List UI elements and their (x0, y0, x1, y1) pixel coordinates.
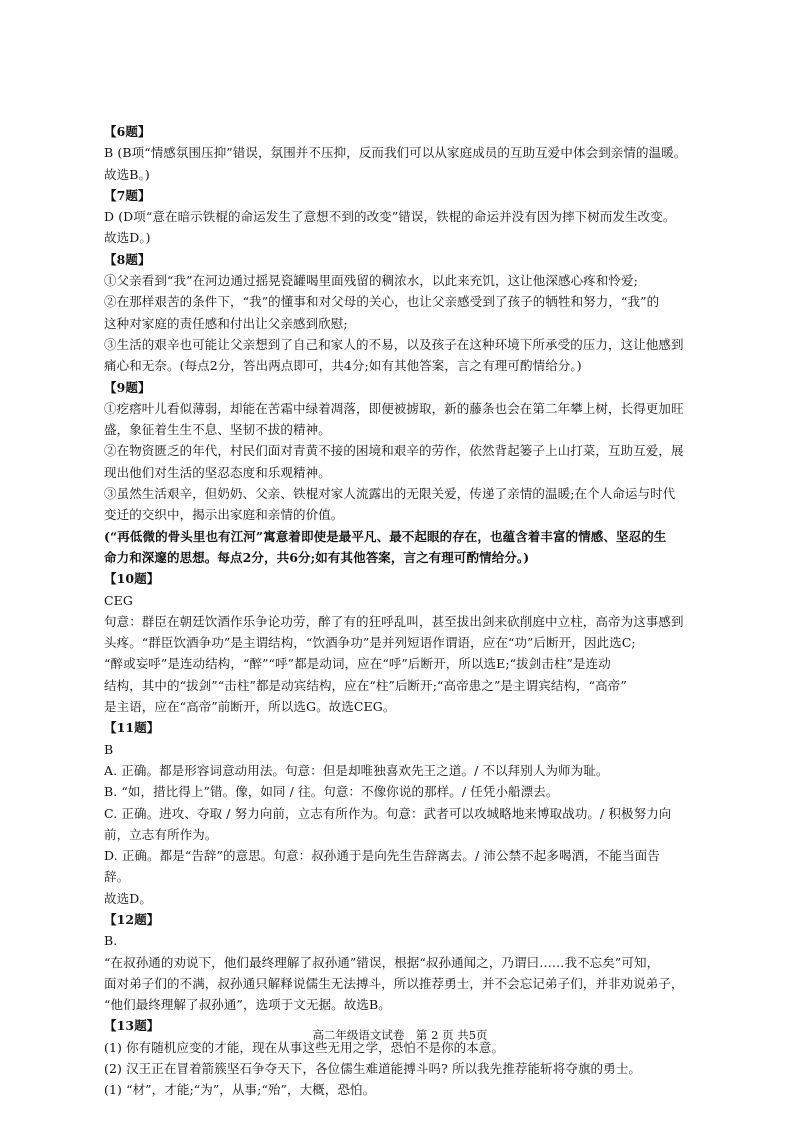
answer-content (104, 121, 700, 1101)
text-line: 故选D。 (104, 890, 152, 906)
question-heading: 【6题】 (104, 124, 151, 139)
text-line: C. 正确。进攻、夺取 / 努力向前，立志有所作为。句意：武者可以攻城略地来博取战功。/ 积极努力向 (104, 805, 672, 821)
text-line: B (B项“情感氛围压抑”错误，氛围并不压抑，反而我们可以从家庭成员的互助互爱中体会到亲情的温暖。 (104, 145, 687, 161)
text-line: (“再低微的骨头里也有江河”寓意着即使是最平凡、最不起眼的存在，也蕴含着丰富的情感、坚忍的生 (104, 528, 667, 544)
question-heading: 【13题】 (104, 1018, 160, 1034)
text-line: B. (104, 933, 118, 949)
page-footer: 高二年级语文试卷 第 2 页 共5页 (312, 1028, 488, 1042)
text-line: 变迁的交织中，揭示出家庭和亲情的价值。 (104, 507, 344, 523)
text-line: ①疙瘩叶儿看似薄弱，却能在苦霜中绿着凋落，即便被掳取，新的藤条也会在第二年攀上树，长得更加旺 (104, 400, 684, 416)
question-heading: 【9题】 (104, 379, 151, 395)
text-line: 现出他们对生活的坚忍态度和乐观精神。 (104, 464, 331, 480)
text-line: D. 正确。都是“告辞”的意思。句意：叔孙通于是向先生告辞离去。/ 沛公禁不起多喝酒，不能当面告 (104, 848, 660, 864)
text-line: 面对弟子们的不满，叔孙通只解释说儒生无法搏斗，所以推荐勇士，并不会忘记弟子们，并非劝说弟子， (104, 975, 684, 991)
text-line: 结构，其中的“拔剑”“击柱”都是动宾结构，应在“柱”后断开;“高帝患之”是主谓宾结构，“高帝” (104, 677, 627, 693)
text-line: 痛心和无奈。(每点2分，答出两点即可，共4分;如有其他答案，言之有理可酌情给分。) (104, 358, 582, 374)
text-line: A. 正确。都是形容词意动用法。句意：但是却唯独喜欢先王之道。/ 不以拜别人为师为耻。 (104, 762, 609, 778)
text-line: ②在物资匮乏的年代，村民们面对青黄不接的困境和艰辛的劳作，依然背起篓子上山打菜，互助互爱，展 (104, 443, 684, 459)
text-line: “他们最终理解了叔孙通”，选项于文无据。故选B。 (104, 997, 391, 1013)
text-line: (2) 汉王正在冒着箭簇坚石争夺天下，各位儒生难道能搏斗吗? 所以我先推荐能斩将夺旗的勇士。 (104, 1061, 641, 1077)
text-line: 是主语，应在“高帝”前断开，所以选G。故选CEG。 (104, 699, 396, 715)
question-heading: 【7题】 (104, 187, 151, 203)
text-line: 句意：群臣在朝廷饮酒作乐争论功劳，醉了有的狂呼乱叫，甚至拔出剑来砍削庭中立柱，高帝为这事感到 (104, 613, 684, 629)
text-line: 辞。 (104, 869, 130, 885)
text-line: “醉或妄呼”是连动结构，“醉”“呼”都是动词，应在“呼”后断开，所以选E;“拔剑击柱”是连动 (104, 656, 611, 672)
text-line: ③生活的艰辛也可能让父亲想到了自己和家人的不易，以及孩子在这种环境下所承受的压力，这让他感到 (104, 336, 684, 352)
text-line: (1) 你有随机应变的才能，现在从事这些无用之学，恐怕不是你的本意。 (104, 1039, 505, 1055)
question-heading: 【12题】 (104, 911, 160, 927)
text-line: ①父亲看到“我”在河边通过摇晃瓷罐喝里面残留的稠浓水，以此来充饥，这让他深感心疼和怜爱; (104, 273, 638, 289)
text-line: CEG (104, 592, 133, 608)
question-heading: 【8题】 (104, 251, 151, 267)
text-line: 故选B。) (104, 166, 150, 182)
text-line: 前，立志有所作为。 (104, 826, 218, 842)
text-line: ②在那样艰苦的条件下，“我”的懂事和对父母的关心，也让父亲感受到了孩子的牺牲和努力，“我”的 (104, 294, 660, 310)
text-line: B. “如，措比得上”错。像，如同 / 往。句意：不像你说的那样。/ 任凭小船漂去。 (104, 784, 559, 800)
text-line: “在叔孙通的劝说下，他们最终理解了叔孙通”错误，根据“叔孙通闻之，乃谓曰……我不忘矣”可知， (104, 954, 660, 970)
question-heading: 【10题】 (104, 571, 160, 587)
question-heading: 【11题】 (104, 720, 160, 736)
text-line: 盛，象征着生生不息、坚韧不拔的精神。 (104, 422, 331, 438)
text-line: 这种对家庭的责任感和付出让父亲感到欣慰; (104, 315, 348, 331)
text-line: 命力和深邃的思想。每点2分，共6分;如有其他答案，言之有理可酌情给分。) (104, 549, 530, 565)
text-line: D (D项“意在暗示铁棍的命运发生了意想不到的改变”错误，铁棍的命运并没有因为摔下树而发生改变。 (104, 209, 676, 225)
text-line: B (104, 741, 114, 757)
text-line: ③虽然生活艰辛，但奶奶、父亲、铁棍对家人流露出的无限关爱，传递了亲情的温暖;在个人命运与时代 (104, 486, 676, 502)
text-line: 头疼。“群臣饮酒争功”是主谓结构，“饮酒争功”是并列短语作谓语，应在“功”后断开，因此选C; (104, 635, 636, 651)
text-line: (1) “材”，才能;“为”，从事;“殆”，大概，恐怕。 (104, 1082, 376, 1098)
text-line: 故选D。) (104, 230, 151, 246)
